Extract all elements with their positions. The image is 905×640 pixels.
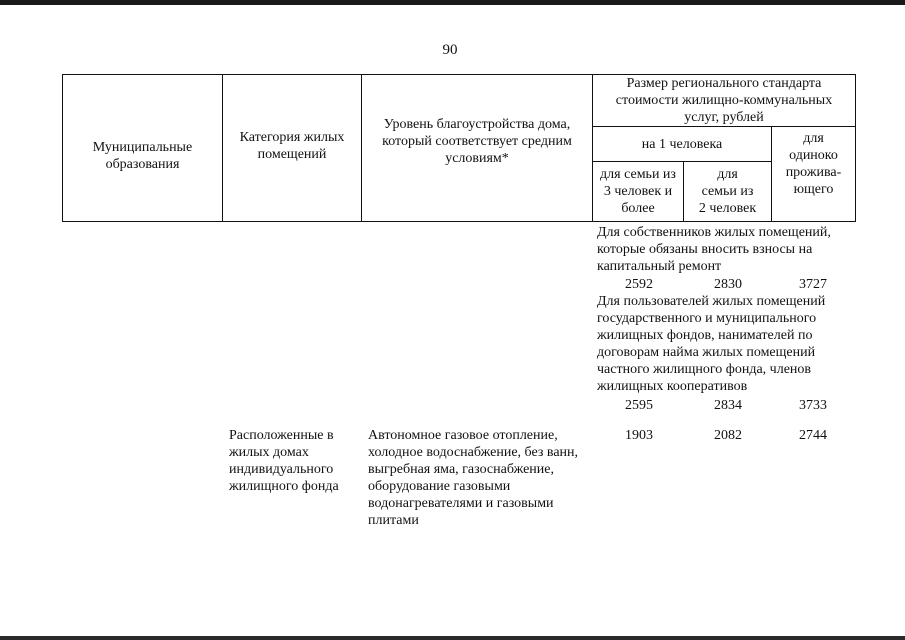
owners-family3-value: 2592 [625,277,653,292]
header-municipal-text: Муниципальные образования [92,140,193,172]
users-family3-value: 2595 [625,398,653,413]
header-family3 [592,161,684,222]
header-category-text: Категория жилых помещений [239,130,345,162]
section-owners-label: Для собственников жилых помещений, которые обязаны вносить взносы на капитальный ремонт [597,225,831,274]
header-family3-text: для семьи из 3 человек и более [600,167,676,216]
header-single-text: для одиноко прожива-ющего [785,131,842,197]
section-users-label: Для пользователей жилых помещений государственного и муниципального жилищных фондов, нанимателей по договорам найма жилых помещений частного жилищного фонда, членов жилищных кооперативов [597,294,826,394]
users-family2-value: 2834 [714,398,742,413]
header-per-person-text: на 1 человека [641,137,723,152]
header-amenity-level [361,74,593,222]
row-category: Расположенные в жилых домах индивидуального жилищного фонда [229,428,339,494]
row-family2-value: 2082 [714,428,742,443]
header-standard-size [592,74,856,127]
row-single-value: 2744 [799,428,827,443]
header-per-person [592,126,772,162]
scan-edge-bottom [0,636,905,640]
scan-edge-top [0,0,905,5]
header-municipal [62,74,223,222]
users-single-value: 3733 [799,398,827,413]
owners-single-value: 3727 [799,277,827,292]
header-family2-text: для семьи из 2 человек [698,167,757,216]
header-single [771,126,856,222]
header-amenity-level-text: Уровень благоустройства дома, который соответствует средним условиям* [382,117,572,166]
header-category [222,74,362,222]
header-standard-size-text: Размер регионального стандарта стоимости жилищно-коммунальных услуг, рублей [615,76,833,125]
page-number: 90 [442,42,458,58]
row-family3-value: 1903 [625,428,653,443]
owners-family2-value: 2830 [714,277,742,292]
row-amenity: Автономное газовое отопление, холодное водоснабжение, без ванн, выгребная яма, газоснабжение, оборудование газовыми водонагревателями и газовыми плитами [368,428,579,528]
header-family2 [683,161,772,222]
